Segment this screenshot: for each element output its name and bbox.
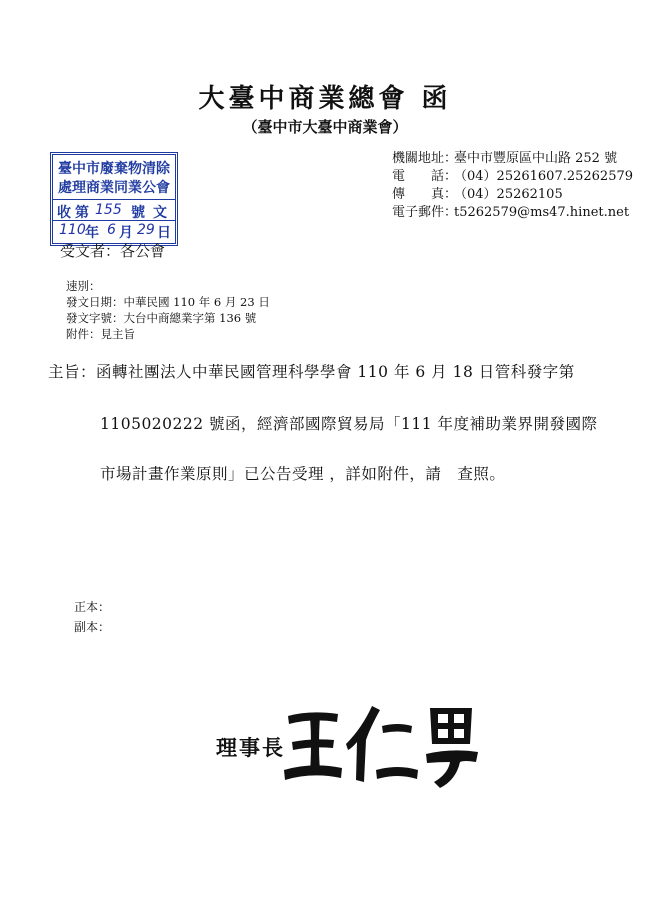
stamp-recv-label: 收 <box>57 205 71 221</box>
meta-attachment: 附件：見主旨 <box>66 327 135 341</box>
stamp-wen-label: 文 <box>153 205 167 221</box>
signature-name-strokes <box>284 706 478 788</box>
stamp-day-value: 29 <box>137 222 155 238</box>
contact-phone-value: （04）25261607.25262579 <box>454 169 634 184</box>
contact-email-label: 電子郵件： <box>392 205 458 220</box>
meta-doc-number: 發文字號：大台中商總業字第 136 號 <box>66 311 257 325</box>
stamp-org-line1: 臺中市廢棄物清除 <box>58 161 170 177</box>
contact-email-value: t5262579@ms47.hinet.net <box>454 205 630 220</box>
contact-address-label: 機關地址： <box>392 151 458 166</box>
signature-seal-image <box>280 700 480 790</box>
stamp-date-row <box>53 221 175 241</box>
recipient: 受文者：各公會 <box>60 242 166 260</box>
contact-address-value: 臺中市豐原區中山路 252 號 <box>454 151 618 166</box>
stamp-day-label: 日 <box>157 225 171 241</box>
received-stamp <box>50 152 178 246</box>
cc-copy: 副本： <box>74 620 111 634</box>
stamp-org-line2: 處理商業同業公會 <box>58 180 170 196</box>
meta-speed: 速別： <box>66 279 101 293</box>
document-title: 大臺中商業總會 函 <box>198 84 452 114</box>
meta-issue-date: 發文日期：中華民國 110 年 6 月 23 日 <box>66 295 270 309</box>
contact-phone-label: 電 話： <box>392 169 458 184</box>
stamp-month-value: 6 <box>107 222 116 238</box>
stamp-year-value: 110 <box>59 222 86 238</box>
contact-fax <box>392 186 563 204</box>
document-subtitle: （臺中市大臺中商業會） <box>242 118 408 136</box>
contact-fax-value: （04）25262105 <box>454 187 563 202</box>
signature-title: 理事長 <box>216 735 285 760</box>
subject-line-2: 1105020222 號函，經濟部國際貿易局「111 年度補助業界開發國際 <box>100 415 598 433</box>
stamp-receipt-row <box>53 199 175 221</box>
stamp-year-label: 年 <box>85 225 99 241</box>
contact-email <box>392 204 629 222</box>
stamp-no-value: 155 <box>95 202 122 218</box>
stamp-no-label: 第 <box>75 205 89 221</box>
stamp-month-label: 月 <box>119 225 133 241</box>
contact-fax-label: 傳 真： <box>392 187 458 202</box>
subject-line-3: 市場計畫作業原則」已公告受理 ，詳如附件，請 查照。 <box>100 465 506 483</box>
cc-original: 正本： <box>74 600 111 614</box>
contact-phone <box>392 168 633 186</box>
subject-line-1: 主旨：函轉社團法人中華民國管理科學學會 110 年 6 月 18 日管科發字第 <box>48 363 575 381</box>
contact-address <box>392 150 617 168</box>
stamp-hao-label: 號 <box>131 205 145 221</box>
